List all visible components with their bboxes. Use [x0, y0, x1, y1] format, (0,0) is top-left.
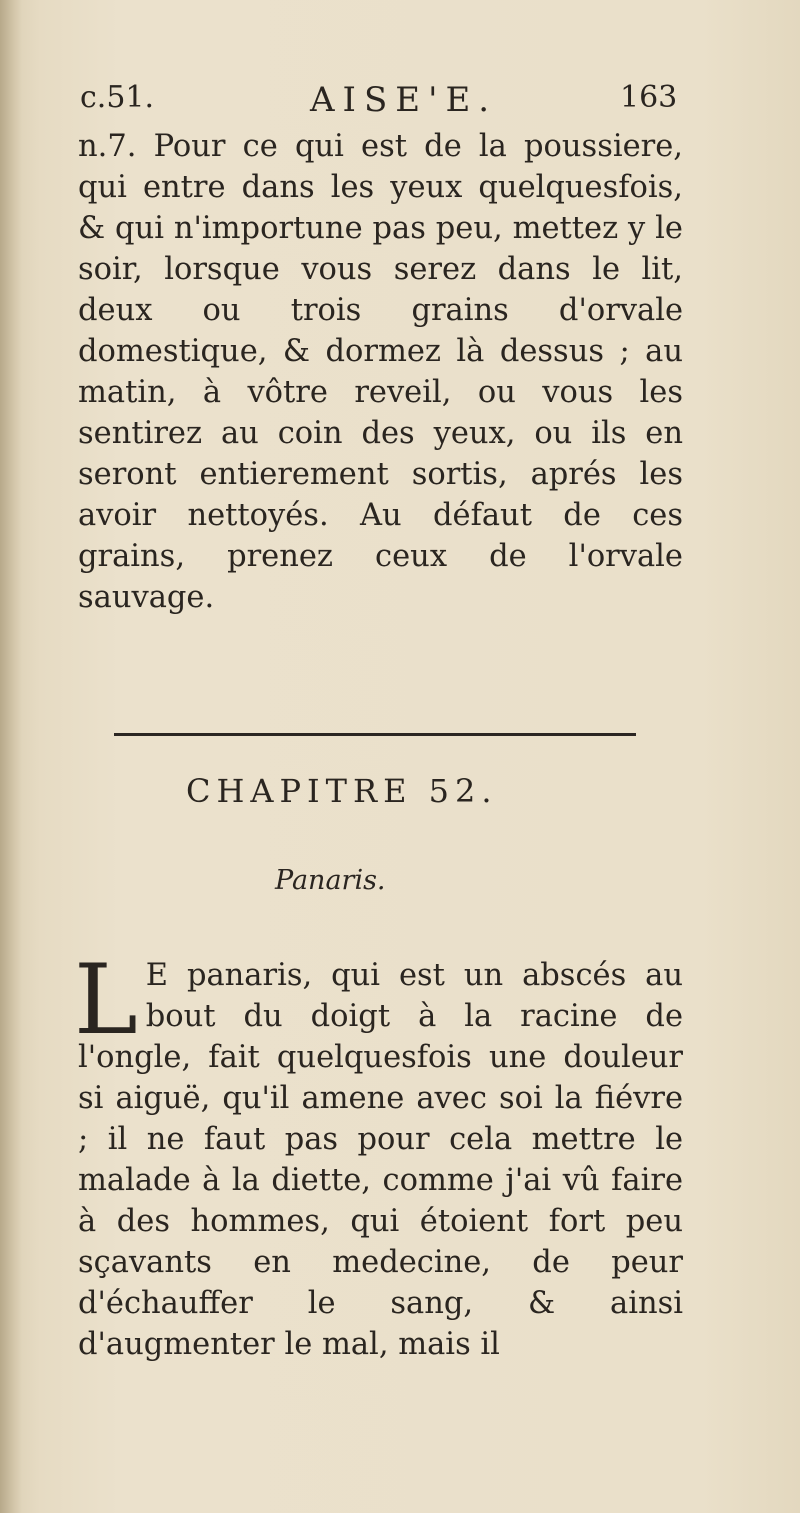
header-title: AISE'E.	[310, 80, 498, 120]
paragraph-panaris-text: E panaris, qui est un abscés au bout du doigt à la racine de l'ongle, fait quelquesfois une douleur si aiguë, qu'il amene avec soi la fiévre ; il ne faut pas pour cela mettre le malade à la diette, comme j'ai vû faire à des hommes, qui étoient fort peu sçavants en medecine, de peur d'échauffer le sang, & ainsi d'augmenter le mal, mais il	[78, 958, 683, 1362]
section-divider	[114, 733, 636, 736]
header-chapter-ref: c.51.	[80, 80, 155, 115]
page-gutter-shadow	[0, 0, 22, 1513]
chapter-heading: CHAPITRE 52.	[186, 772, 498, 810]
drop-cap: L	[74, 944, 138, 1056]
running-header	[80, 80, 680, 124]
page-number: 163	[620, 80, 678, 115]
paragraph-poussiere: n.7. Pour ce qui est de la poussiere, qui entre dans les yeux quelquesfois, & qui n'importune pas peu, mettez y le soir, lorsque vous serez dans le lit, deux ou trois grains d'orvale domestique, & dormez là dessus ; au matin, à vôtre reveil, ou vous les sentirez au coin des yeux, ou ils en seront entierement sortis, aprés les avoir nettoyés. Au défaut de ces grains, prenez ceux de l'orvale sauvage.	[78, 129, 683, 615]
chapter-subtitle: Panaris.	[275, 865, 386, 896]
paragraph-panaris	[74, 944, 683, 1365]
